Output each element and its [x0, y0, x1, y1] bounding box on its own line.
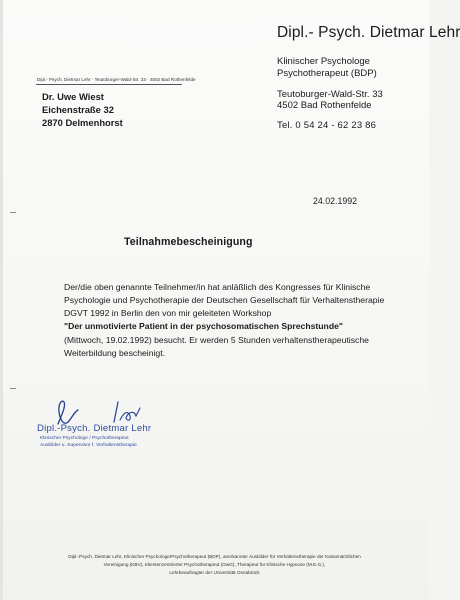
recipient-name: Dr. Uwe Wiest	[42, 91, 104, 102]
recipient-street: Eichenstraße 32	[42, 104, 114, 115]
stamp-line: Klinischer Psychologe / Psychotherapeut	[40, 436, 129, 441]
letterhead-title-2: Psychotherapeut (BDP)	[277, 68, 377, 79]
workshop-title: "Der unmotivierte Patient in der psychosomatischen Sprechstunde"	[64, 321, 343, 331]
letterhead-city: 4502 Bad Rothenfelde	[277, 100, 372, 111]
fold-mark	[10, 388, 16, 389]
letterhead-name: Dipl.- Psych. Dietmar Lehr	[277, 24, 460, 41]
document-title: Teilnahmebescheinigung	[124, 236, 253, 248]
body-line: (Mittwoch, 19.02.1992) besucht. Er werden 5 Stunden verhaltenstherapeutische	[64, 335, 369, 345]
sender-return-line: Dipl.- Psych. Dietmar Lehr · Teutoburger-Wald-Str. 33 · 4502 Bad Rothenfelde	[37, 77, 196, 82]
letterhead-phone: Tel. 0 54 24 - 62 23 86	[277, 120, 377, 131]
footer-line: Vereinigung (KBV), Klientenzentrierter Psychotherapeut (GwG), Therapeut für Klinische Hypnose (M.E.G.),	[103, 562, 326, 567]
fold-mark	[10, 212, 16, 213]
recipient-city: 2870 Delmenhorst	[42, 117, 123, 128]
letterhead-street: Teutoburger-Wald-Str. 33	[277, 89, 383, 100]
sender-underline	[36, 84, 182, 85]
stamp-name: Dipl.-Psych. Dietmar Lehr	[37, 423, 152, 434]
letter-date: 24.02.1992	[313, 196, 358, 206]
letterhead-title-1: Klinischer Psychologe	[277, 56, 370, 67]
body-line: Weiterbildung bescheinigt.	[64, 348, 166, 358]
body-line: DGVT 1992 in Berlin den von mir geleiteten Workshop	[64, 308, 272, 318]
body-line: Der/die oben genannte Teilnehmer/in hat anläßlich des Kongresses für Klinische	[64, 282, 371, 292]
stamp-line: Ausbilder u. Supervisor f. Verhaltenstherapie	[40, 443, 137, 448]
footer-line: Dipl.-Psych. Dietmar Lehr, Klinischer Psychologe/Psychotherapeut (BDP), anerkannter Ausbilder für Verhaltenstherapie der Kassenärztlichen	[68, 554, 361, 559]
body-line: Psychologie und Psychotherapie der Deutschen Gesellschaft für Verhaltenstherapie	[64, 295, 385, 305]
footer-line: Lehrbeauftragter der Universität Osnabrück	[169, 570, 260, 575]
page-edge	[0, 0, 3, 600]
